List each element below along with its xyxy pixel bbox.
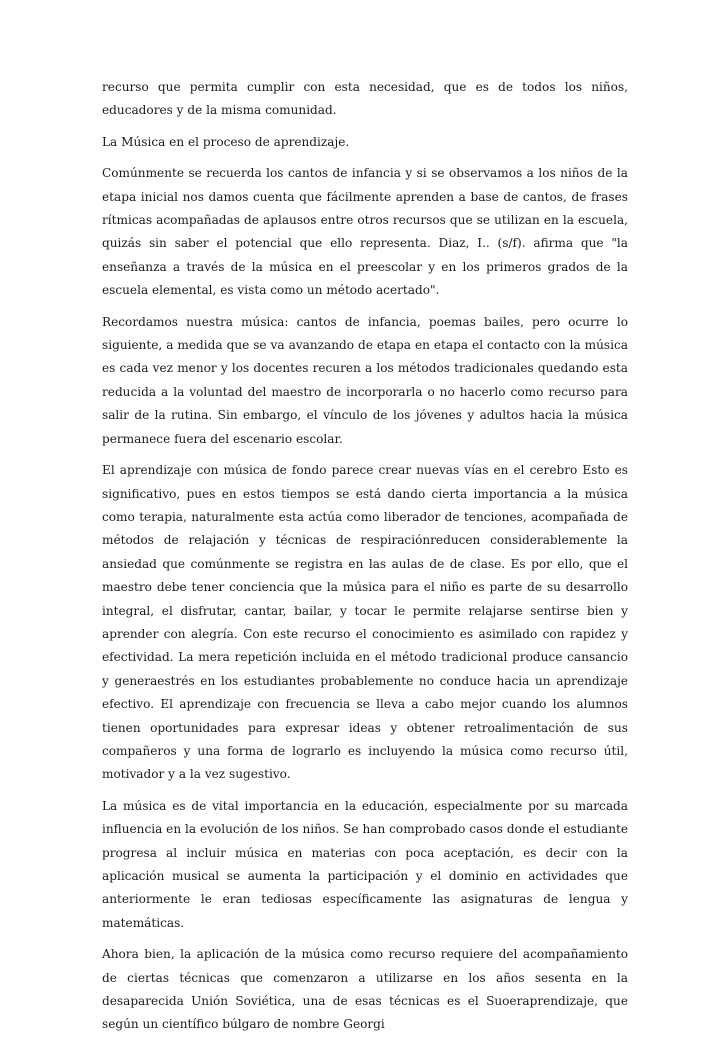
paragraph-aprendizaje-fondo: El aprendizaje con música de fondo parece crear nuevas vías en el cerebro Esto es significativo, pues en estos tiempos se está dando cierta importancia a la música como terapia, naturalmente esta actúa como liberador de tenciones, acompañada de métodos de relajación y técnicas de respiraciónreducen considerablemente la ansiedad que comúnmente se registra en las aulas de de clase. Es por ello, que el maestro debe tener conciencia que la música para el niño es parte de su desarrollo integral, el disfrutar, cantar, bailar, y tocar le permite relajarse sentirse bien y aprender con alegría. Con este recurso el conocimiento es asimilado con rapidez y efectividad. La mera repetición incluida en el método tradicional produce cansancio y generaestrés en los estudiantes probablemente no conduce hacia un aprendizaje efectivo. El aprendizaje con frecuencia se lleva a cabo mejor cuando los alumnos tienen oportunidades para expresar ideas y obtener retroalimentación de sus compañeros y una forma de lograrlo es incluyendo la música como recurso útil, motivador y a la vez sugestivo. — [102, 463, 628, 782]
document-page — [102, 76, 628, 1045]
paragraph-recordamos: Recordamos nuestra música: cantos de infancia, poemas bailes, pero ocurre lo siguiente, a medida que se va avanzando de etapa en etapa el contacto con la música es cada vez menor y los docentes recuren a los métodos tradicionales quedando esta reducida a la voluntad del maestro de incorporarla o no hacerlo como recurso para salir de la rutina. Sin embargo, el vínculo de los jóvenes y adultos hacia la música permanece fuera del escenario escolar. — [102, 314, 628, 446]
paragraph-tecnicas: Ahora bien, la aplicación de la música como recurso requiere del acompañamiento de ciertas técnicas que comenzaron a utilizarse en los años sesenta en la desaparecida Unión Soviética, una de esas técnicas es el Suoeraprendizaje, que según un científico búlgaro de nombre Georgi — [102, 947, 628, 1032]
section-heading: La Música en el proceso de aprendizaje. — [102, 134, 350, 149]
paragraph-infancia: Comúnmente se recuerda los cantos de infancia y si se observamos a los niños de la etapa inicial nos damos cuenta que fácilmente aprenden a base de cantos, de frases rítmicas acompañadas de aplausos entre otros recursos que se utilizan en la escuela, quizás sin saber el potencial que ello representa. Diaz, I.. (s/f). afirma que "la enseñanza a través de la música en el preescolar y en los primeros grados de la escuela elemental, es vista como un método acertado". — [102, 166, 628, 298]
paragraph-importancia: La música es de vital importancia en la educación, especialmente por su marcada influencia en la evolución de los niños. Se han comprobado casos donde el estudiante progresa al incluir música en materias con poca aceptación, es decir con la aplicación musical se aumenta la participación y el dominio en actividades que anteriormente le eran tediosas específicamente las asignaturas de lengua y matemáticas. — [102, 798, 628, 930]
paragraph-continuation: recurso que permita cumplir con esta necesidad, que es de todos los niños, educadores y de la misma comunidad. — [102, 80, 628, 118]
